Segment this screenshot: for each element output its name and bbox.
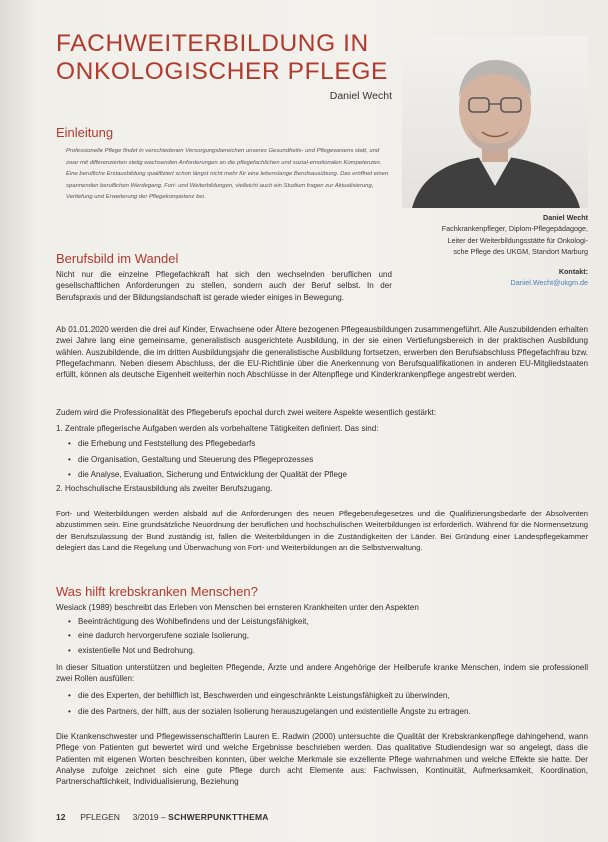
article-title-line-2: ONKOLOGISCHER PFLEGE bbox=[56, 58, 388, 85]
vorbehalt-bullets bbox=[56, 438, 588, 480]
numbered-item-1: 1. Zentrale pflegerische Aufgaben werden als vorbehaltene Tätigkeiten definiert. Das sind: bbox=[56, 424, 379, 433]
bullet-item: • eine dadurch hervorgerufene soziale Isolierung, bbox=[66, 630, 588, 641]
issue-number: 3/2019 bbox=[132, 812, 159, 822]
bullet-item: • existentielle Not und Bedrohung. bbox=[66, 645, 588, 656]
contact-label: Kontakt: bbox=[558, 266, 588, 276]
numbered-list bbox=[56, 423, 588, 494]
article-title-line-1: FACHWEITERBILDUNG IN bbox=[56, 30, 369, 57]
intro-text: Professionelle Pflege findet in verschiedenen Versorgungsbereichen unseres Gesundheits- und Pflegewesens statt, und zwar mit differenzierten stetig wachsenden Anforderungen an die pflegefachlichen und sozial-emotionalen Kompetenzen. Eine berufliche Erstausbildung qualifiziert schon längst nicht mehr für eine lebenslange Berufsausübung. Das eröffnet einen spannenden beruflichen Werdegang, Fort- und Weiterbildungen, vielleicht auch ein Studium fragen zur Aktualisierung, Vertiefung und Erweiterung der Pflegekompetenz bei. bbox=[66, 148, 389, 200]
author-photo bbox=[402, 36, 588, 208]
page-number: 12 bbox=[56, 812, 66, 822]
bullet-item: • die des Experten, der behilflich ist, Beschwerden und eingeschränkte Leistungsfähigkeit zu überwinden, bbox=[66, 690, 588, 701]
footer-separator: – bbox=[161, 812, 166, 822]
article-title bbox=[56, 30, 396, 86]
numbered-item-2: 2. Hochschulische Erstausbildung als zweiter Berufszugang. bbox=[56, 484, 273, 494]
caption-bio-line: Leiter der Weiterbildungsstätte für Onkologi- bbox=[447, 235, 588, 245]
krebs-paragraph-2: In dieser Situation unterstützen und begleiten Pflegende, Ärzte und andere Angehörige der Heilberufe kranke Menschen, indem sie professionell zwei Rollen ausfüllen: bbox=[56, 663, 588, 684]
author-portrait-illustration bbox=[402, 36, 588, 208]
heading-berufsbild: Berufsbild im Wandel bbox=[56, 251, 179, 266]
caption-name: Daniel Wecht bbox=[543, 213, 588, 222]
page-footer bbox=[56, 812, 596, 822]
bullet-item: • die Organisation, Gestaltung und Steuerung des Pflegeprozesses bbox=[66, 454, 588, 465]
bullet-item: • Beeinträchtigung des Wohlbefindens und der Leistungsfähigkeit, bbox=[66, 616, 588, 627]
heading-krebskranke: Was hilft krebskranken Menschen? bbox=[56, 584, 258, 599]
author-caption bbox=[402, 212, 588, 288]
krebs-paragraph-3: Die Krankenschwester und Pflegewissenschaftlerin Lauren E. Radwin (2000) untersuchte die Qualität der Krebskrankenpflege dahingehend, wann Pflege von Patienten gut bewertet wird und welche Ergebnisse beschrieben werden. Das qualitative Studiendesign war so angelegt, dass die Patienten mit eigenen Worten beschreiben konnten, über welche Merkmale sie exzellente Pflege wahrnahmen und welche Effekte sie hatte. Der Analyse zufolge zeichnet sich eine gute Pflege durch acht Elemente aus: Fachwissen, Kontinuität, Aufmerksamkeit, Koordination, Partnerschaftlichkeit, Individualisierung, Beziehung bbox=[56, 732, 588, 787]
magazine-name: PFLEGEN bbox=[80, 812, 120, 822]
berufsbild-paragraph-1: Nicht nur die einzelne Pflegefachkraft hat sich den wechselnden beruflichen und gesellschaftlichen Anforderungen zu stellen, sondern auch der Beruf selbst. In der Berufspraxis und der Bildungslandschaft ist gerade wieder einiges in Bewegung. bbox=[56, 270, 392, 302]
bullet-item: • die Erhebung und Feststellung des Pflegebedarfs bbox=[66, 438, 588, 449]
contact-email-link[interactable]: Daniel.Wecht@ukgm.de bbox=[510, 278, 588, 288]
article-author: Daniel Wecht bbox=[329, 90, 392, 102]
berufsbild-paragraph-2: Ab 01.01.2020 werden die drei auf Kinder, Erwachsene oder Ältere bezogenen Pflegeausbildungen zusammengeführt. Alle Auszubildenden erhalten zwei Jahre lang eine gemeinsame, generalistisch ausgerichtete Ausbildung, in der sie einen Vertiefungsbereich in der praktischen Ausbildung wählen. Auszubildende, die im dritten Ausbildungsjahr die generalistische Ausbildung fortsetzen, erwerben den Berufsabschluss Pflegefachfrau bzw. Pflegefachmann. Neben diesem Abschluss, der die EU-Richtlinie über die Anerkennung von Berufsqualifikationen in anderen EU-Mitgliedstaaten erfüllt, können als deutsche Eigenheit weiterhin noch Abschlüsse in der Altenpflege und Kinderkrankenpflege angestrebt werden. bbox=[56, 325, 588, 380]
berufsbild-paragraph-3: Zudem wird die Professionalität des Pflegeberufs epochal durch zwei weitere Aspekte wesentlich gestärkt: bbox=[56, 408, 437, 417]
bullet-item: • die des Partners, der hilft, aus der sozialen Isolierung herauszugelangen und existentielle Ängste zu ertragen. bbox=[66, 706, 588, 717]
caption-bio-line: sche Pflege des UKGM, Standort Marburg bbox=[453, 247, 588, 257]
caption-bio-line: Fachkrankenpfleger, Diplom-Pflegepädagoge, bbox=[441, 224, 588, 234]
erleben-bullets bbox=[56, 616, 588, 656]
section-name: SCHWERPUNKTTHEMA bbox=[168, 812, 269, 822]
krebs-paragraph-1: Wesiack (1989) beschreibt das Erleben von Menschen bei ernsteren Krankheiten unter den Aspekten bbox=[56, 603, 419, 612]
rollen-bullets bbox=[56, 690, 588, 718]
heading-einleitung: Einleitung bbox=[56, 125, 114, 140]
berufsbild-paragraph-4: Fort- und Weiterbildungen werden alsbald auf die Anforderungen des neuen Pflegeberufegesetzes und die Qualifizierungsbedarfe der Absolventen abzustimmen sein. Eine grundsätzliche Neuordnung der beruflichen und hochschulischen Weiterbildungen ist erforderlich. Während für die Normensetzung der Berufszulassung der Bund zuständig ist, fallen die Weiterbildungen in die Zuständigkeiten der Länder. Bei Gründung einer Landespflegekammer delegiert das Land die Regelung und Überwachung von Fort- und Weiterbildungen an die Selbstverwaltung. bbox=[56, 509, 588, 552]
bullet-item: • die Analyse, Evaluation, Sicherung und Entwicklung der Qualität der Pflege bbox=[66, 469, 588, 480]
